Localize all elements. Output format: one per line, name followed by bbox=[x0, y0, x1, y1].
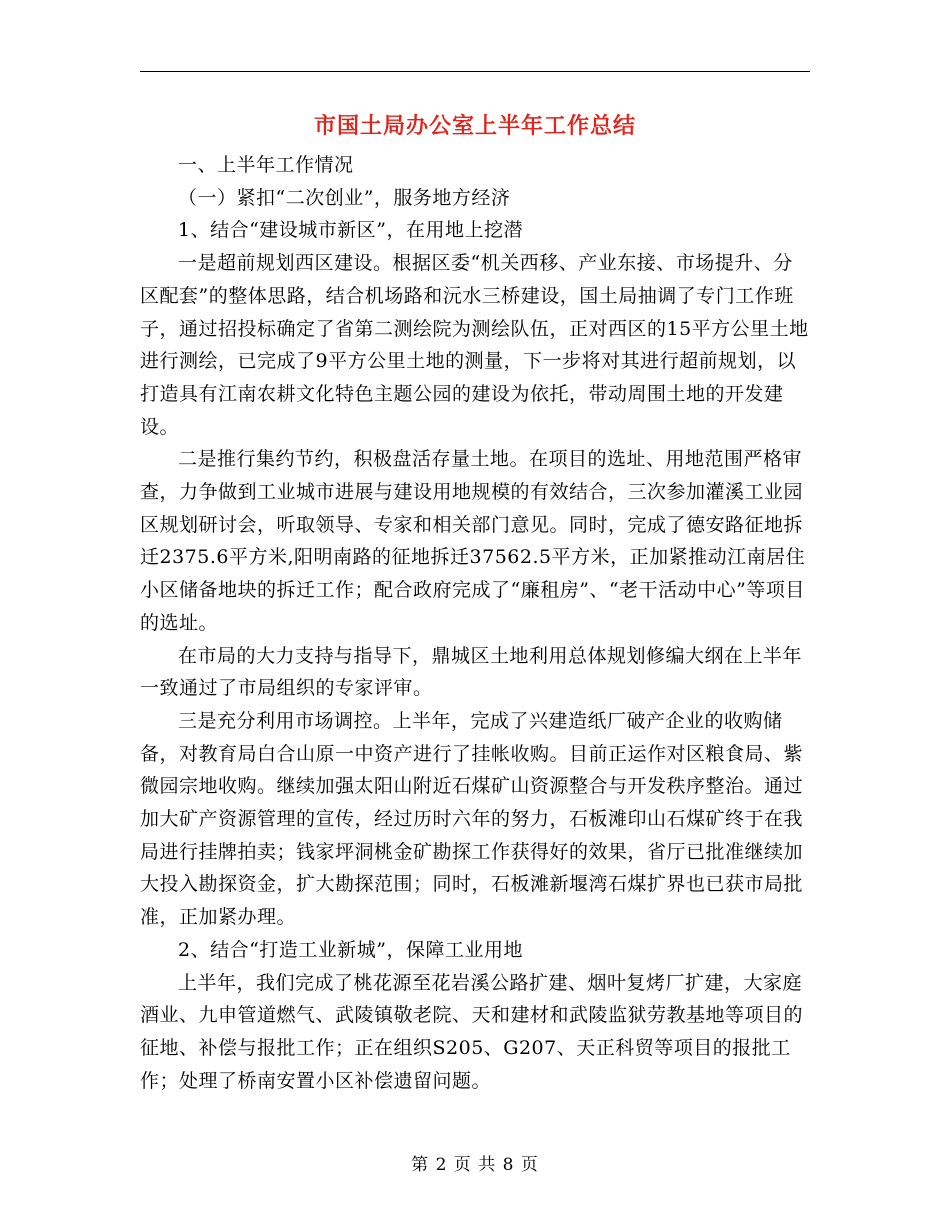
item-heading-2: 2、结合“打造工业新城”，保障工业用地 bbox=[178, 938, 524, 961]
paragraph-west-district-planning: 一是超前规划西区建设。根据区委“机关西移、产业东接、市场提升、分区配套”的整体思路，结合机场路和沅水三桥建设，国土局抽调了专门工作班子，通过招投标确定了省第二测绘院为测绘队伍，正对西区的15平方公里土地进行测绘，已完成了9平方公里土地的测量，下一步将对其进行超前规划，以打造具有江南农耕文化特色主题公园的建设为依托，带动周围土地的开发建设。 bbox=[140, 252, 809, 438]
section-heading-1: 一、上半年工作情况 bbox=[178, 154, 354, 176]
paragraph-industrial-land: 上半年，我们完成了桃花源至花岩溪公路扩建、烟叶复烤厂扩建，大家庭酒业、九申管道燃气、武陵镇敬老院、天和建材和武陵监狱劳教基地等项目的征地、补偿与报批工作；正在组织S205、G207、天正科贸等项目的报批工作；处理了桥南安置小区补偿遗留问题。 bbox=[140, 971, 804, 1092]
document-title: 市国土局办公室上半年工作总结 bbox=[313, 113, 636, 139]
header-rule bbox=[140, 71, 810, 72]
paragraph-planning-review: 在市局的大力支持与指导下，鼎城区土地利用总体规划修编大纲在上半年一致通过了市局组织的专家评审。 bbox=[140, 644, 803, 700]
item-heading-1: 1、结合“建设城市新区”，在用地上挖潜 bbox=[178, 219, 524, 242]
document-body bbox=[140, 149, 810, 1097]
paragraph-market-control: 三是充分利用市场调控。上半年，完成了兴建造纸厂破产企业的收购储备，对教育局白合山原一中资产进行了挂帐收购。目前正运作对区粮食局、紫微园宗地收购。继续加强太阳山附近石煤矿山资源整合与开发秩序整治。通过加大矿产资源管理的宣传，经过历时六年的努力，石板滩印山石煤矿终于在我局进行挂牌拍卖；钱家坪洞桃金矿勘探工作获得好的效果，省厅已批准继续加大投入勘探资金，扩大勘探范围；同时，石板滩新堰湾石煤扩界也已获市局批准，正加紧办理。 bbox=[140, 709, 804, 929]
page-number-footer: 第 2 页 共 8 页 bbox=[411, 1155, 539, 1175]
subsection-heading-1: （一）紧扣“二次创业”，服务地方经济 bbox=[178, 186, 511, 209]
paragraph-land-saving: 二是推行集约节约，积极盘活存量土地。在项目的选址、用地范围严格审查，力争做到工业城市进展与建设用地规模的有效结合，三次参加灌溪工业园区规划研讨会，听取领导、专家和相关部门意见。同时，完成了德安路征地拆迁2375.6平方米,阳明南路的征地拆迁37562.5平方米，正加紧推动江南居住小区储备地块的拆迁工作；配合政府完成了“廉租房”、“老干活动中心”等项目的选址。 bbox=[140, 448, 806, 634]
